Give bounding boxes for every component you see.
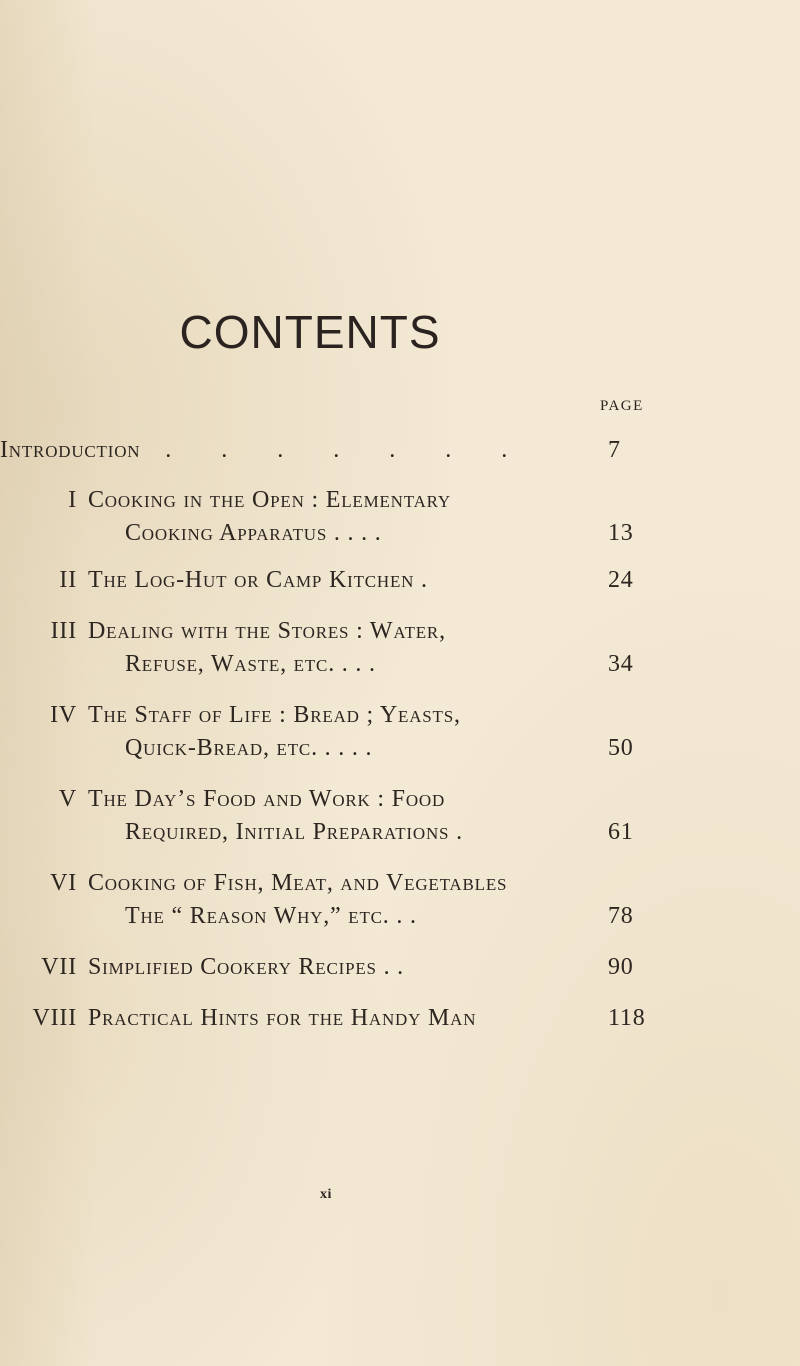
toc-page-number: 24 bbox=[608, 567, 634, 593]
chapter-numeral: IV bbox=[50, 702, 77, 728]
chapter-title-line-2: The “ Reason Why,” etc. . . bbox=[125, 903, 417, 929]
toc-page-number: 50 bbox=[608, 735, 634, 761]
chapter-title-line-1: Cooking of Fish, Meat, and Vegetables bbox=[88, 870, 508, 896]
chapter-numeral: VII bbox=[41, 954, 77, 980]
chapter-title-line-2: Cooking Apparatus . . . . bbox=[125, 520, 382, 546]
chapter-title-line-2: Refuse, Waste, etc. . . . bbox=[125, 651, 376, 677]
toc-entry-title bbox=[0, 437, 529, 464]
chapter-numeral: I bbox=[68, 487, 77, 513]
chapter-title-line-1: Simplified Cookery Recipes . . bbox=[88, 954, 404, 980]
chapter-title-line-2: Required, Initial Preparations . bbox=[125, 819, 463, 845]
page-title: CONTENTS bbox=[179, 306, 441, 358]
chapter-title-line-1: Dealing with the Stores : Water, bbox=[88, 618, 446, 644]
chapter-title-line-1: The Day’s Food and Work : Food bbox=[88, 786, 446, 812]
toc-page-number: 61 bbox=[608, 819, 634, 845]
chapter-title-line-2: Quick-Bread, etc. . . . . bbox=[125, 735, 373, 761]
toc-page-number: 118 bbox=[608, 1005, 646, 1031]
chapter-title-line-1: The Staff of Life : Bread ; Yeasts, bbox=[88, 702, 461, 728]
page-column-heading: PAGE bbox=[600, 398, 644, 414]
dot-leader: . . . . . . . bbox=[165, 437, 530, 463]
chapter-numeral: II bbox=[59, 567, 77, 593]
toc-page-number: 34 bbox=[608, 651, 634, 677]
chapter-numeral: V bbox=[58, 786, 77, 812]
chapter-numeral: VIII bbox=[32, 1005, 77, 1031]
chapter-numeral: VI bbox=[50, 870, 77, 896]
chapter-title-line-1: The Log-Hut or Camp Kitchen . bbox=[88, 567, 428, 593]
toc-page-number: 7 bbox=[608, 437, 621, 463]
chapter-numeral: III bbox=[50, 618, 77, 644]
toc-page-number: 78 bbox=[608, 903, 634, 929]
toc-page-number: 90 bbox=[608, 954, 634, 980]
page-folio: xi bbox=[320, 1187, 332, 1202]
chapter-title-line-1: Practical Hints for the Handy Man bbox=[88, 1005, 477, 1031]
chapter-title-line-1: Cooking in the Open : Elementary bbox=[88, 487, 451, 513]
introduction-label: Introduction bbox=[0, 437, 141, 463]
toc-page-number: 13 bbox=[608, 520, 634, 546]
